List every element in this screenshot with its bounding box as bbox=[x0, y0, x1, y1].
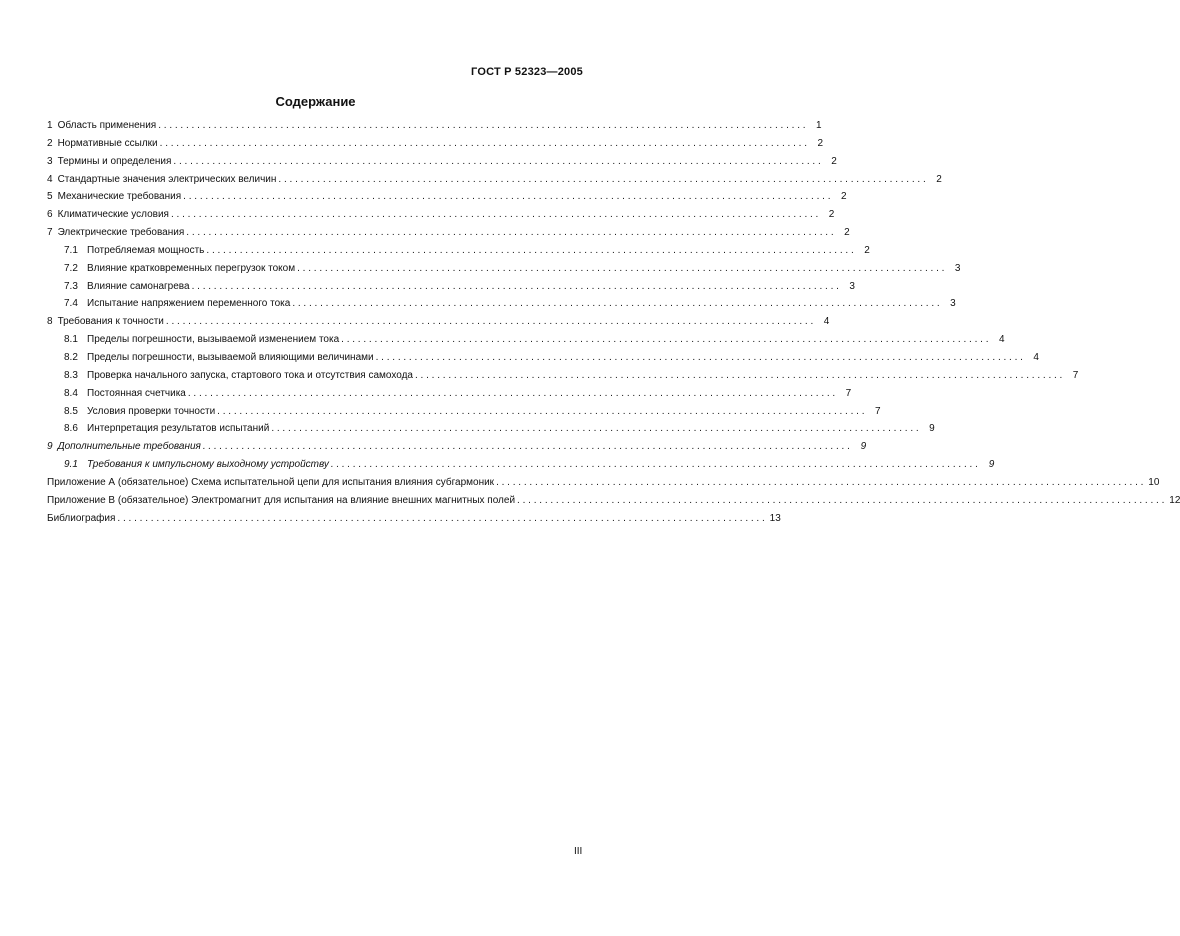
toc-page: 7 bbox=[1072, 369, 1079, 381]
toc-subentry[interactable] bbox=[47, 387, 852, 406]
toc-leader bbox=[173, 156, 820, 167]
toc-subentry[interactable] bbox=[47, 280, 855, 299]
toc-title: Термины и определения bbox=[57, 155, 172, 167]
toc-leader bbox=[166, 316, 813, 327]
toc-subentry[interactable] bbox=[47, 244, 870, 263]
toc-leader bbox=[158, 120, 805, 131]
toc-page: 2 bbox=[831, 155, 837, 167]
toc-entry[interactable] bbox=[47, 441, 867, 459]
toc-appendix[interactable] bbox=[47, 476, 1160, 495]
toc-title: Постоянная счетчика bbox=[87, 387, 186, 399]
toc-leader bbox=[415, 370, 1062, 381]
toc-page: 9 bbox=[929, 423, 935, 435]
toc-title: Пределы погрешности, вызываемой влияющими величинами bbox=[87, 351, 374, 363]
toc-page: 2 bbox=[840, 191, 847, 203]
toc-entry[interactable] bbox=[47, 209, 835, 227]
toc-leader bbox=[171, 209, 818, 220]
toc-number: 9 bbox=[47, 441, 53, 453]
toc-subentry[interactable] bbox=[47, 423, 935, 441]
toc-title: Потребляемая мощность bbox=[87, 244, 205, 256]
toc-leader bbox=[217, 406, 864, 417]
toc-page: 3 bbox=[950, 298, 956, 310]
toc-number: 7.2 bbox=[64, 262, 78, 274]
toc-title: Область применения bbox=[57, 120, 157, 131]
toc-subentry[interactable] bbox=[47, 351, 1039, 370]
toc-entry[interactable] bbox=[47, 227, 850, 245]
toc-number: 7.3 bbox=[64, 280, 78, 292]
toc-entry[interactable] bbox=[47, 191, 847, 209]
toc-number: 8.2 bbox=[64, 351, 78, 363]
toc-leader bbox=[292, 298, 939, 309]
toc-title: Требования к импульсному выходному устройству bbox=[87, 459, 329, 471]
toc-page: 1 bbox=[816, 120, 822, 131]
toc-entry[interactable] bbox=[47, 316, 830, 334]
toc-subentry[interactable] bbox=[47, 369, 1079, 388]
toc-entry[interactable] bbox=[47, 155, 837, 174]
toc-title: Приложение А (обязательное) Схема испытательной цепи для испытания влияния субгармоник bbox=[47, 476, 495, 488]
toc-number: 8.1 bbox=[64, 334, 78, 346]
toc-leader bbox=[188, 388, 835, 399]
toc-number: 8.3 bbox=[64, 369, 78, 381]
toc-subentry[interactable] bbox=[47, 405, 881, 424]
toc-title: Влияние кратковременных перегрузок током bbox=[87, 262, 296, 274]
toc-title: Стандартные значения электрических величин bbox=[57, 173, 277, 185]
toc-title: Испытание напряжением переменного тока bbox=[87, 298, 291, 310]
toc-title: Условия проверки точности bbox=[87, 405, 216, 417]
toc-leader bbox=[331, 459, 978, 470]
toc-page: 13 bbox=[769, 512, 781, 524]
toc-number: 3 bbox=[47, 155, 53, 167]
toc-title: Дополнительные требования bbox=[57, 441, 201, 453]
toc-page: 4 bbox=[1033, 351, 1039, 363]
toc-subentry[interactable] bbox=[47, 334, 1005, 352]
toc-title: Интерпретация результатов испытаний bbox=[87, 423, 270, 435]
table-of-contents bbox=[47, 120, 1180, 530]
toc-number: 8 bbox=[47, 316, 53, 328]
toc-entry[interactable] bbox=[47, 120, 822, 138]
toc-leader bbox=[271, 423, 918, 434]
toc-page: 4 bbox=[823, 316, 830, 328]
toc-leader bbox=[183, 191, 830, 202]
toc-subentry[interactable] bbox=[47, 298, 956, 316]
toc-number: 4 bbox=[47, 173, 53, 185]
toc-title: Механические требования bbox=[57, 191, 182, 203]
toc-leader bbox=[341, 334, 988, 345]
toc-number: 7.1 bbox=[64, 244, 78, 256]
standard-code: ГОСТ Р 52323—2005 bbox=[471, 66, 583, 78]
toc-leader bbox=[206, 245, 853, 256]
toc-page: 9 bbox=[860, 441, 867, 453]
toc-number: 6 bbox=[47, 209, 53, 221]
toc-subentry[interactable] bbox=[47, 262, 961, 281]
toc-page: 3 bbox=[954, 262, 961, 274]
toc-title: Библиография bbox=[47, 512, 116, 524]
toc-number: 9.1 bbox=[64, 459, 78, 471]
toc-number: 5 bbox=[47, 191, 53, 203]
toc-title: Пределы погрешности, вызываемой изменением тока bbox=[87, 334, 340, 346]
toc-leader bbox=[192, 281, 839, 292]
toc-page: 2 bbox=[817, 137, 823, 149]
toc-leader bbox=[297, 263, 944, 274]
toc-leader bbox=[496, 477, 1143, 488]
toc-entry[interactable] bbox=[47, 173, 942, 192]
toc-title: Электрические требования bbox=[57, 227, 185, 239]
toc-leader bbox=[517, 495, 1164, 506]
toc-title: Приложение В (обязательное) Электромагнит для испытания на влияние внешних магнитных полей bbox=[47, 494, 516, 506]
toc-number: 7.4 bbox=[64, 298, 78, 310]
toc-number: 8.5 bbox=[64, 405, 78, 417]
toc-page: 7 bbox=[874, 405, 881, 417]
toc-page: 2 bbox=[864, 244, 870, 256]
toc-title: Нормативные ссылки bbox=[57, 137, 158, 149]
toc-leader bbox=[186, 227, 833, 238]
toc-page: 2 bbox=[844, 227, 850, 239]
toc-page: 7 bbox=[845, 387, 852, 399]
toc-number: 7 bbox=[47, 227, 53, 239]
toc-page: 2 bbox=[936, 173, 942, 185]
page-title: Содержание bbox=[275, 94, 356, 109]
toc-leader bbox=[117, 513, 764, 524]
toc-subentry[interactable] bbox=[47, 459, 995, 477]
toc-leader bbox=[376, 352, 1023, 363]
toc-page: 9 bbox=[988, 459, 995, 471]
toc-entry[interactable] bbox=[47, 137, 823, 156]
toc-leader bbox=[278, 174, 925, 185]
toc-page: 2 bbox=[828, 209, 835, 221]
toc-leader bbox=[203, 441, 850, 452]
toc-title: Проверка начального запуска, стартового тока и отсутствия самохода bbox=[87, 369, 413, 381]
toc-page: 4 bbox=[998, 334, 1005, 346]
toc-title: Климатические условия bbox=[57, 209, 169, 221]
toc-title: Требования к точности bbox=[57, 316, 164, 328]
toc-number: 8.4 bbox=[64, 387, 78, 399]
toc-number: 1 bbox=[47, 120, 53, 131]
toc-page: 12 bbox=[1169, 494, 1180, 506]
toc-leader bbox=[160, 138, 807, 149]
toc-number: 2 bbox=[47, 137, 53, 149]
toc-title: Влияние самонагрева bbox=[87, 280, 190, 292]
toc-number: 8.6 bbox=[64, 423, 78, 435]
toc-page: 3 bbox=[849, 280, 855, 292]
toc-appendix[interactable] bbox=[47, 494, 1180, 513]
toc-page: 10 bbox=[1148, 476, 1160, 488]
page-number: III bbox=[574, 846, 583, 857]
toc-bibliography[interactable] bbox=[47, 512, 781, 531]
